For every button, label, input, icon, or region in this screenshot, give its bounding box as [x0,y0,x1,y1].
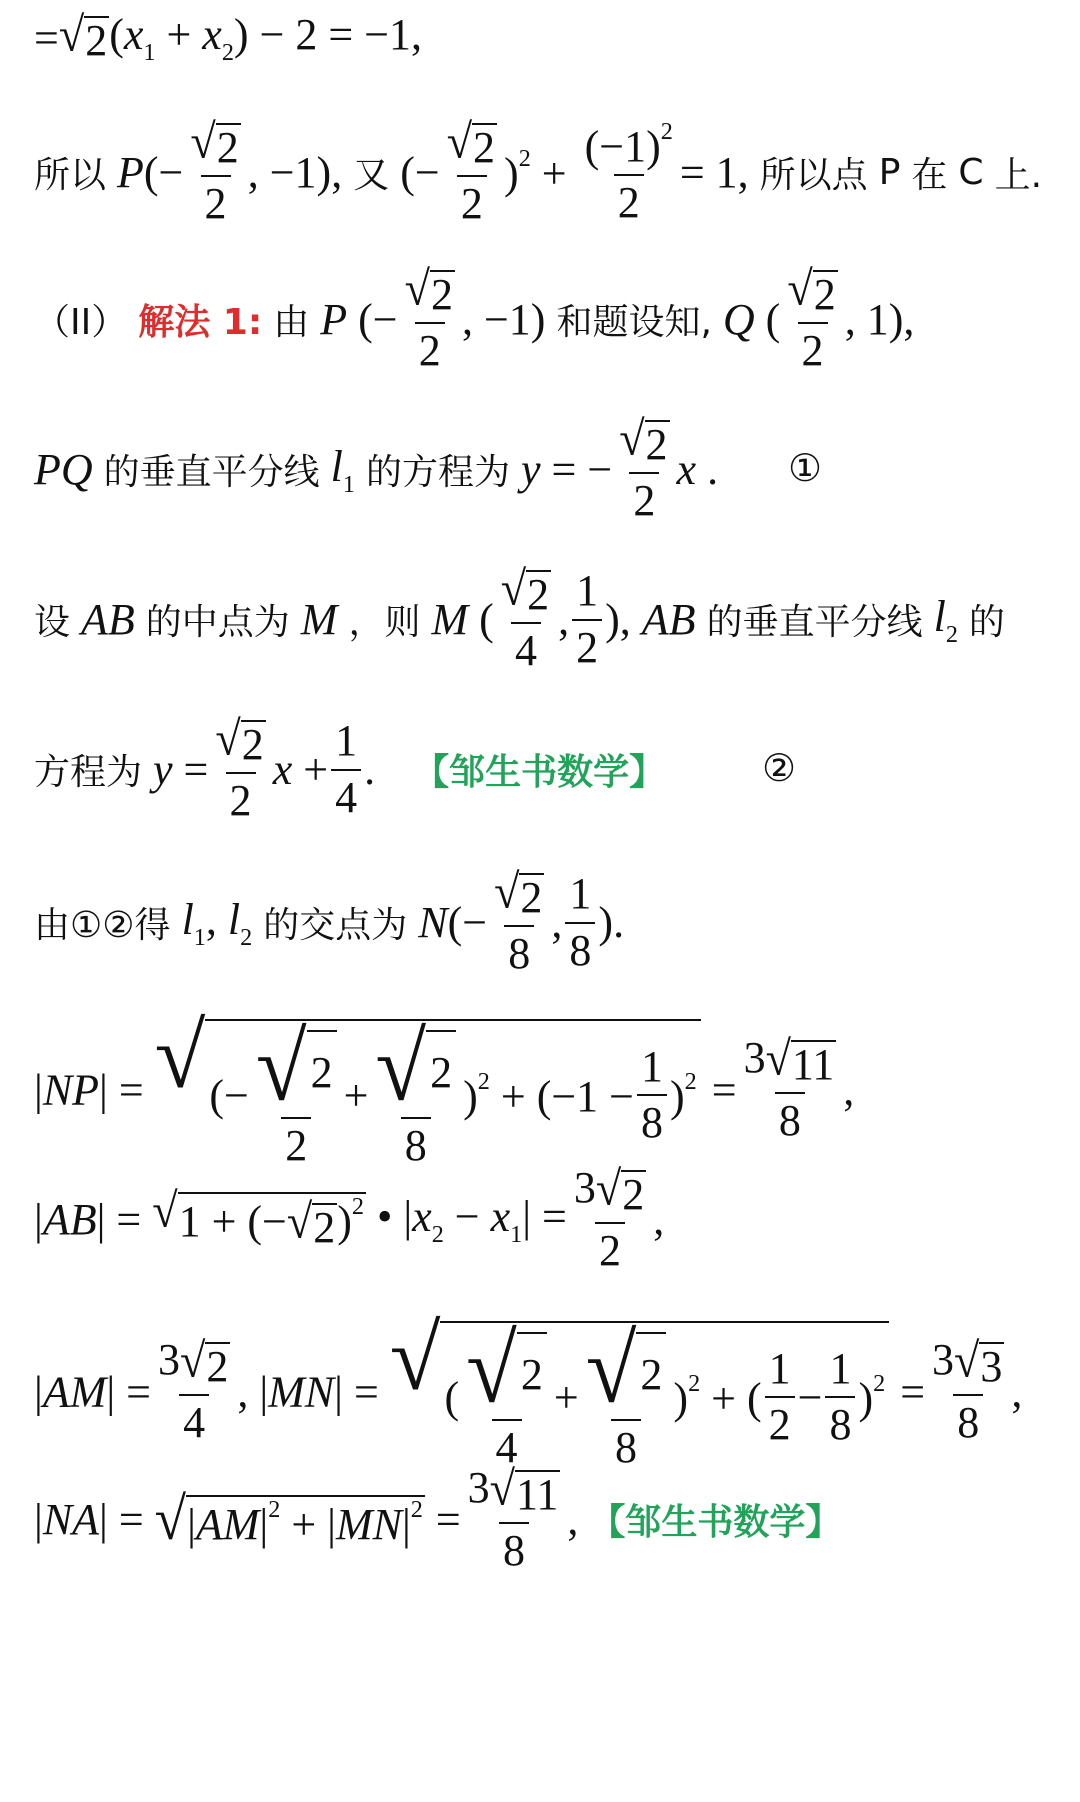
text-tishe: 和题设知, [556,302,712,344]
text-zhongdian: 的中点为 [145,602,290,644]
text-ab-bisector: 的垂直平分线 [706,602,923,644]
am-mn-length-line: |AM| = 3 √ 2 4 , |MN| = √ ( √ 2 4 + √ 2 8 )$^2$ + ( $\frac{1}{2}$ − $\frac{1}{8}$ )$^2$ = 3 √ 3 8 , [34,1307,1023,1473]
text-from12: 由①②得 [34,905,171,947]
text-you: 又 [353,155,390,197]
midpoint-line: 设 AB 的中点为 M ，则 M ( √ 2 4 , $\frac{1}{2}$ ), AB 的垂直平分线 $l_2$ 的 [34,561,1005,675]
text-shang: 上. [994,155,1043,197]
text-zai: 在 [911,155,948,197]
equation-marker-1: ① [788,446,823,490]
point-p-line: 所以 P(− √ 2 2 , −1), 又 (− √ 2 2 )$^2$ + $\frac{(-1)^2}{2}$ = 1, 所以点 P 在 C 上. [34,114,1043,228]
watermark-2: 【邹生书数学】 [589,1502,842,1544]
text-C: C [958,152,984,194]
text-P: P [878,152,901,194]
text-she: 设 [34,602,71,644]
method-1-line: （II） 解法 1: 由 P (− √ 2 2 , −1) 和题设知, Q ( √ 2 2 , 1), [34,261,915,375]
equation-marker-2: ② [762,746,797,790]
text-jiaodian: 的交点为 [263,905,408,947]
text-suoyi-dian: 所以点 [759,155,868,197]
text-ze: ，则 [348,602,421,644]
text-fangcheng-wei: 方程为 [34,752,143,794]
na-length-line: |NA| = √ $|AM|^2 + |MN|^2$ = 3 √ 11 8 , 【邹生书数学】 [34,1461,842,1575]
part-2-label: （II） [34,302,128,344]
watermark-1: 【邹生书数学】 [413,752,666,794]
equation-line-1: = √ 2 $(x_1 + x_2) - 2 = -1$, [34,7,423,66]
ab-length-line: |AB| = √ 1 + (− √ 2 )$^2$ • $|x_2 - x_1|$ = 3 √ 2 2 , [34,1161,665,1275]
bisector-l1-line: PQ 的垂直平分线 $l_1$ 的方程为 y = − √ 2 2 x . [34,411,719,525]
text-de: 的 [968,602,1005,644]
method-1-label: 解法 1: [138,302,263,344]
text-you-from: 由 [273,302,310,344]
text-de-fangcheng: 的方程为 [366,452,511,494]
text-suoyi: 所以 [34,155,107,197]
intersection-line: 由①②得 $l_1$, $l_2$ 的交点为 N(− √ 2 8 , $\frac{1}{8}$ ). [34,864,625,978]
bisector-l2-line: 方程为 y = √ 2 2 x + $\frac{1}{4}$ . 【邹生书数学】 [34,711,666,825]
np-length-line: |NP| = √ (− √ 2 2 + √ 2 8 )$^2$ + (−1 − $\frac{1}{8}$ )$^2$ = 3 √ 11 8 , [34,1005,855,1171]
text-pq-bisector: 的垂直平分线 [103,452,320,494]
